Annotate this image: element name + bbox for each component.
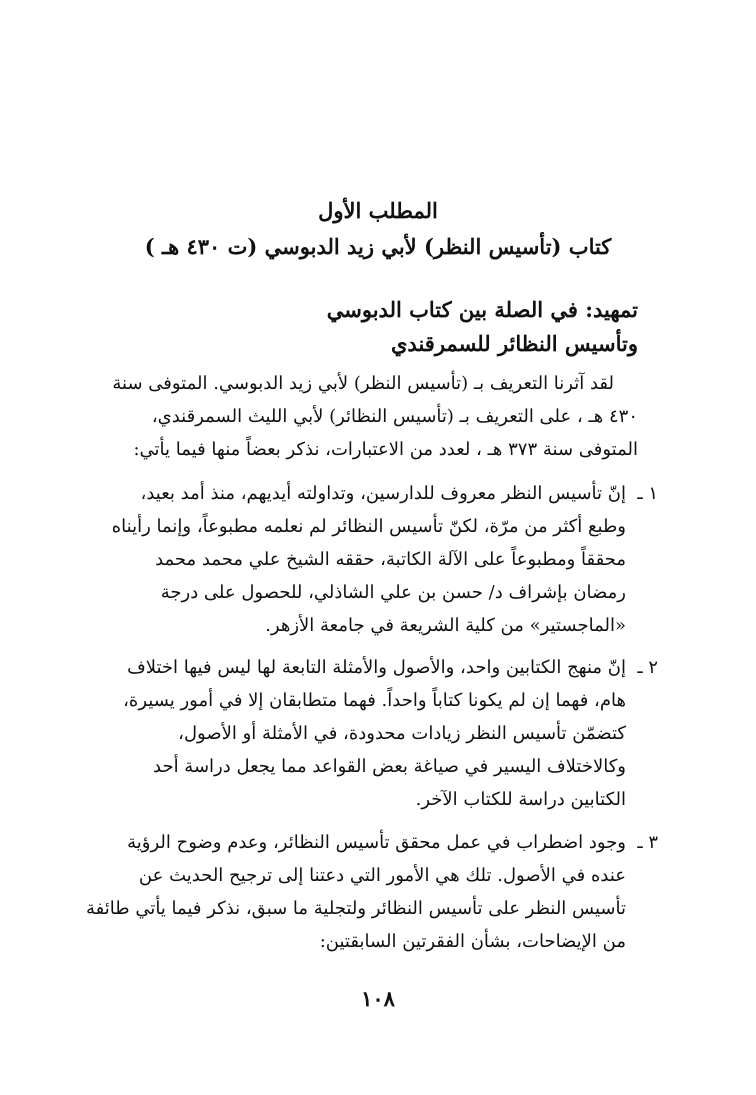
item-number: ٢ ـ bbox=[637, 657, 658, 678]
item-line: وكالاختلاف اليسير في صياغة بعض القواعد مما يجعل دراسة أحد bbox=[153, 756, 626, 777]
intro-line: ٤٣٠ هـ ، على التعريف بـ (تأسيس النظائر) لأبي الليث السمرقندي، bbox=[151, 406, 638, 427]
intro-heading-line-2: وتأسيس النظائر للسمرقندي bbox=[391, 331, 638, 356]
page-number: ١٠٨ bbox=[361, 986, 395, 1011]
item-number: ٣ ـ bbox=[637, 832, 658, 853]
item-line: إنّ منهج الكتابين واحد، والأصول والأمثلة التابعة لها ليس فيها اختلاف bbox=[127, 657, 626, 678]
item-line: رمضان بإشراف د/ حسن بن علي الشاذلي، للحصول على درجة bbox=[160, 582, 626, 603]
item-line: تأسيس النظر على تأسيس النظائر ولتجلية ما سبق، نذكر فيما يأتي طائفة bbox=[86, 898, 626, 919]
item-line: هام، فهما إن لم يكونا كتاباً واحداً. فهما متطابقان إلا في أمور يسيرة، bbox=[123, 690, 626, 711]
intro-line: المتوفى سنة ٣٧٣ هـ ، لعدد من الاعتبارات، نذكر بعضاً منها فيما يأتي: bbox=[133, 439, 638, 460]
section-title: المطلب الأول bbox=[318, 198, 438, 223]
intro-heading-line-1: تمهيد: في الصلة بين كتاب الدبوسي bbox=[326, 297, 638, 322]
item-line: الكتابين دراسة للكتاب الآخر. bbox=[415, 789, 626, 810]
item-line: من الإيضاحات، بشأن الفقرتين السابقتين: bbox=[319, 931, 626, 952]
book-title: كتاب (تأسيس النظر) لأبي زيد الدبوسي (ت ٤٣٠ هـ ) bbox=[144, 234, 612, 259]
item-line: «الماجستير» من كلية الشريعة في جامعة الأزهر. bbox=[265, 615, 626, 636]
intro-line: لقد آثرنا التعريف بـ (تأسيس النظر) لأبي زيد الدبوسي. المتوفى سنة bbox=[112, 373, 614, 394]
item-line: كتضمّن تأسيس النظر زيادات محدودة، في الأمثلة أو الأصول، bbox=[178, 723, 626, 744]
item-line: وجود اضطراب في عمل محقق تأسيس النظائر، وعدم وضوح الرؤية bbox=[127, 832, 626, 853]
item-line: عنده في الأصول. تلك هي الأمور التي دعتنا إلى ترجيح الحديث عن bbox=[138, 865, 626, 886]
item-line: وطبع أكثر من مرّة، لكنّ تأسيس النظائر لم نعلمه مطبوعاً، وإنما رأيناه bbox=[111, 516, 626, 537]
item-line: محققاً ومطبوعاً على الآلة الكاتبة، حققه الشيخ علي محمد محمد bbox=[155, 549, 626, 570]
item-line: إنّ تأسيس النظر معروف للدارسين، وتداولته أيديهم، منذ أمد بعيد، bbox=[140, 483, 626, 504]
item-number: ١ ـ bbox=[637, 483, 658, 504]
